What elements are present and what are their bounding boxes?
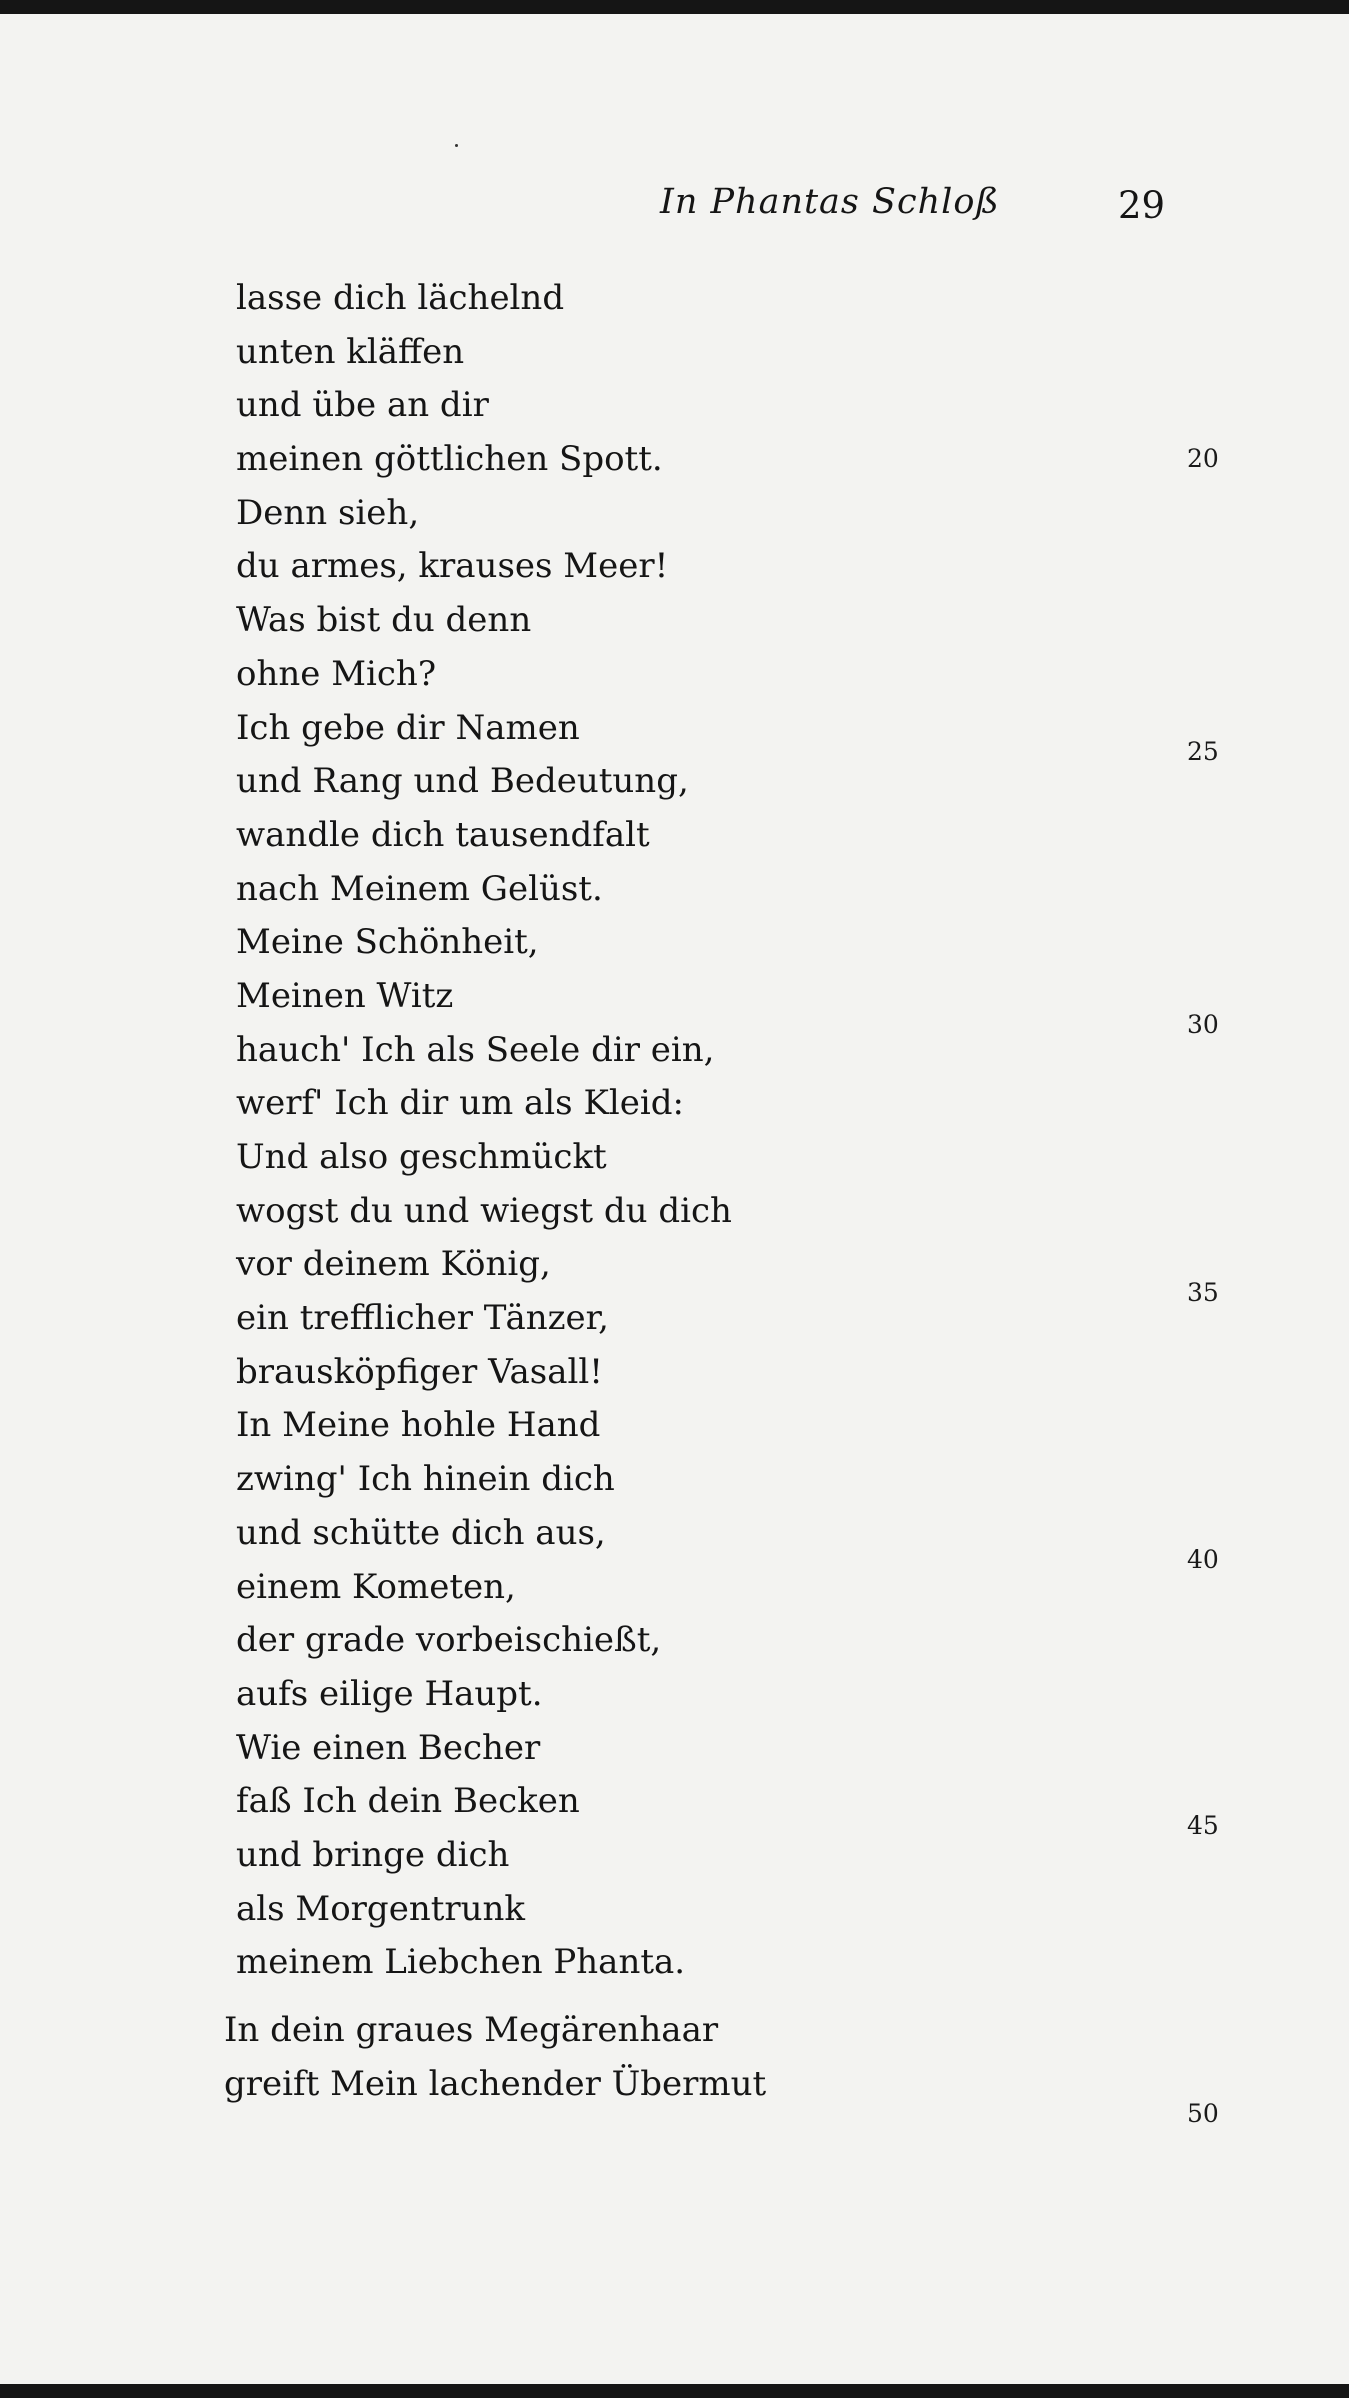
poem-line: vor deinem König, bbox=[236, 1244, 551, 1285]
poem-line: und bringe dich bbox=[236, 1834, 510, 1875]
poem-line: einem Kometen, bbox=[236, 1566, 516, 1607]
poem-line: meinen göttlichen Spott. bbox=[236, 439, 663, 480]
line-number: 25 bbox=[1187, 737, 1219, 766]
page-number: 29 bbox=[1118, 184, 1166, 227]
poem-line: Meine Schönheit, bbox=[236, 922, 539, 963]
poem-line: Und also geschmückt bbox=[236, 1137, 607, 1177]
poem-line: Wie einen Becher bbox=[236, 1727, 541, 1768]
line-number: 40 bbox=[1187, 1545, 1219, 1574]
running-head: In Phantas Schloß bbox=[660, 182, 1000, 222]
poem-line: Ich gebe dir Namen bbox=[236, 707, 580, 748]
poem-line: zwing' Ich hinein dich bbox=[236, 1459, 615, 1500]
line-number: 30 bbox=[1187, 1010, 1219, 1039]
poem-line: der grade vorbeischießt, bbox=[236, 1620, 662, 1661]
poem-line: greift Mein lachender Übermut bbox=[224, 2063, 767, 2104]
line-number: 45 bbox=[1187, 1811, 1219, 1840]
poem-line: ein trefflicher Tänzer, bbox=[236, 1298, 609, 1339]
poem-line: faß Ich dein Becken bbox=[236, 1781, 580, 1822]
poem-line: und schütte dich aus, bbox=[236, 1512, 606, 1553]
poem bbox=[224, 272, 1136, 2111]
poem-line: Denn sieh, bbox=[236, 492, 420, 533]
poem-line: Was bist du denn bbox=[236, 600, 532, 641]
poem-line: In dein graues Megärenhaar bbox=[224, 2010, 719, 2050]
poem-line: nach Meinem Gelüst. bbox=[236, 868, 603, 909]
poem-line: und übe an dir bbox=[236, 385, 489, 426]
stray-mark bbox=[455, 144, 458, 147]
poem-line: wogst du und wiegst du dich bbox=[236, 1190, 732, 1231]
poem-line: unten kläffen bbox=[236, 331, 465, 372]
line-number: 35 bbox=[1187, 1278, 1219, 1307]
poem-line: lasse dich lächelnd bbox=[236, 278, 565, 318]
line-number: 20 bbox=[1187, 444, 1219, 473]
line-number: 50 bbox=[1187, 2099, 1219, 2128]
poem-line: und Rang und Bedeutung, bbox=[236, 761, 689, 802]
poem-line: In Meine hohle Hand bbox=[236, 1405, 601, 1446]
poem-line: ohne Mich? bbox=[236, 653, 437, 694]
poem-line: du armes, krauses Meer! bbox=[236, 546, 669, 587]
book-page bbox=[0, 14, 1349, 2384]
poem-line: als Morgentrunk bbox=[236, 1888, 526, 1929]
poem-line: hauch' Ich als Seele dir ein, bbox=[236, 1029, 715, 1070]
poem-line: werf' Ich dir um als Kleid: bbox=[236, 1083, 684, 1124]
poem-line: meinem Liebchen Phanta. bbox=[236, 1942, 686, 1983]
poem-line: aufs eilige Haupt. bbox=[236, 1673, 543, 1714]
bottom-edge bbox=[0, 2384, 1349, 2398]
poem-line: wandle dich tausendfalt bbox=[236, 814, 650, 855]
poem-line: brausköpfiger Vasall! bbox=[236, 1351, 603, 1392]
poem-line: Meinen Witz bbox=[236, 975, 454, 1016]
